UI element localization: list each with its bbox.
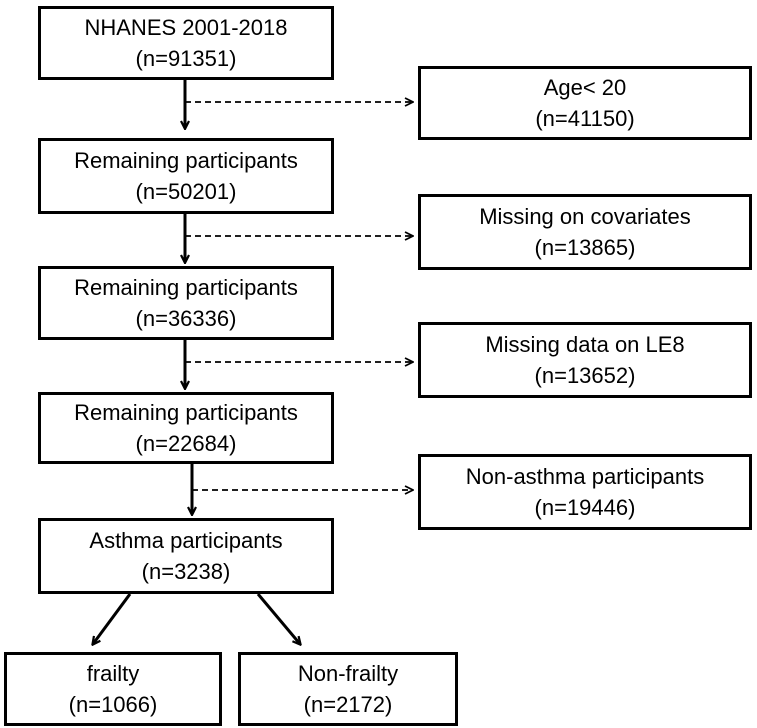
box-count: (n=50201) [135, 179, 237, 204]
arrow-to-non-frailty [258, 594, 300, 644]
box-label: NHANES 2001-2018 [84, 15, 288, 40]
box-asthma-participants [38, 518, 334, 594]
box-nhanes-total [38, 6, 334, 80]
box-count: (n=36336) [135, 306, 237, 331]
box-label: Age< 20 [543, 75, 627, 100]
box-frailty [4, 652, 222, 726]
box-count: (n=2172) [303, 692, 393, 717]
box-exclusion-le8 [418, 322, 752, 398]
box-label: frailty [86, 661, 140, 686]
arrow-to-frailty [93, 594, 130, 644]
box-non-frailty [238, 652, 458, 726]
box-count: (n=3238) [141, 559, 231, 584]
box-label: Remaining participants [74, 400, 298, 425]
box-exclusion-age [418, 66, 752, 140]
box-count: (n=13865) [534, 235, 636, 260]
box-count: (n=1066) [68, 692, 158, 717]
box-count: (n=13652) [534, 363, 636, 388]
box-label: Remaining participants [74, 148, 298, 173]
box-remaining-1 [38, 138, 334, 214]
box-label: Missing on covariates [479, 204, 691, 229]
box-exclusion-non-asthma [418, 454, 752, 530]
box-remaining-2 [38, 266, 334, 340]
box-label: Non-frailty [297, 661, 399, 686]
box-label: Non-asthma participants [465, 464, 705, 489]
box-count: (n=91351) [135, 46, 237, 71]
box-count: (n=19446) [534, 495, 636, 520]
box-count: (n=22684) [135, 431, 237, 456]
box-label: Remaining participants [74, 275, 298, 300]
box-exclusion-covariates [418, 194, 752, 270]
box-remaining-3 [38, 392, 334, 464]
box-count: (n=41150) [535, 106, 635, 131]
box-label: Missing data on LE8 [485, 332, 685, 357]
box-label: Asthma participants [89, 528, 283, 553]
